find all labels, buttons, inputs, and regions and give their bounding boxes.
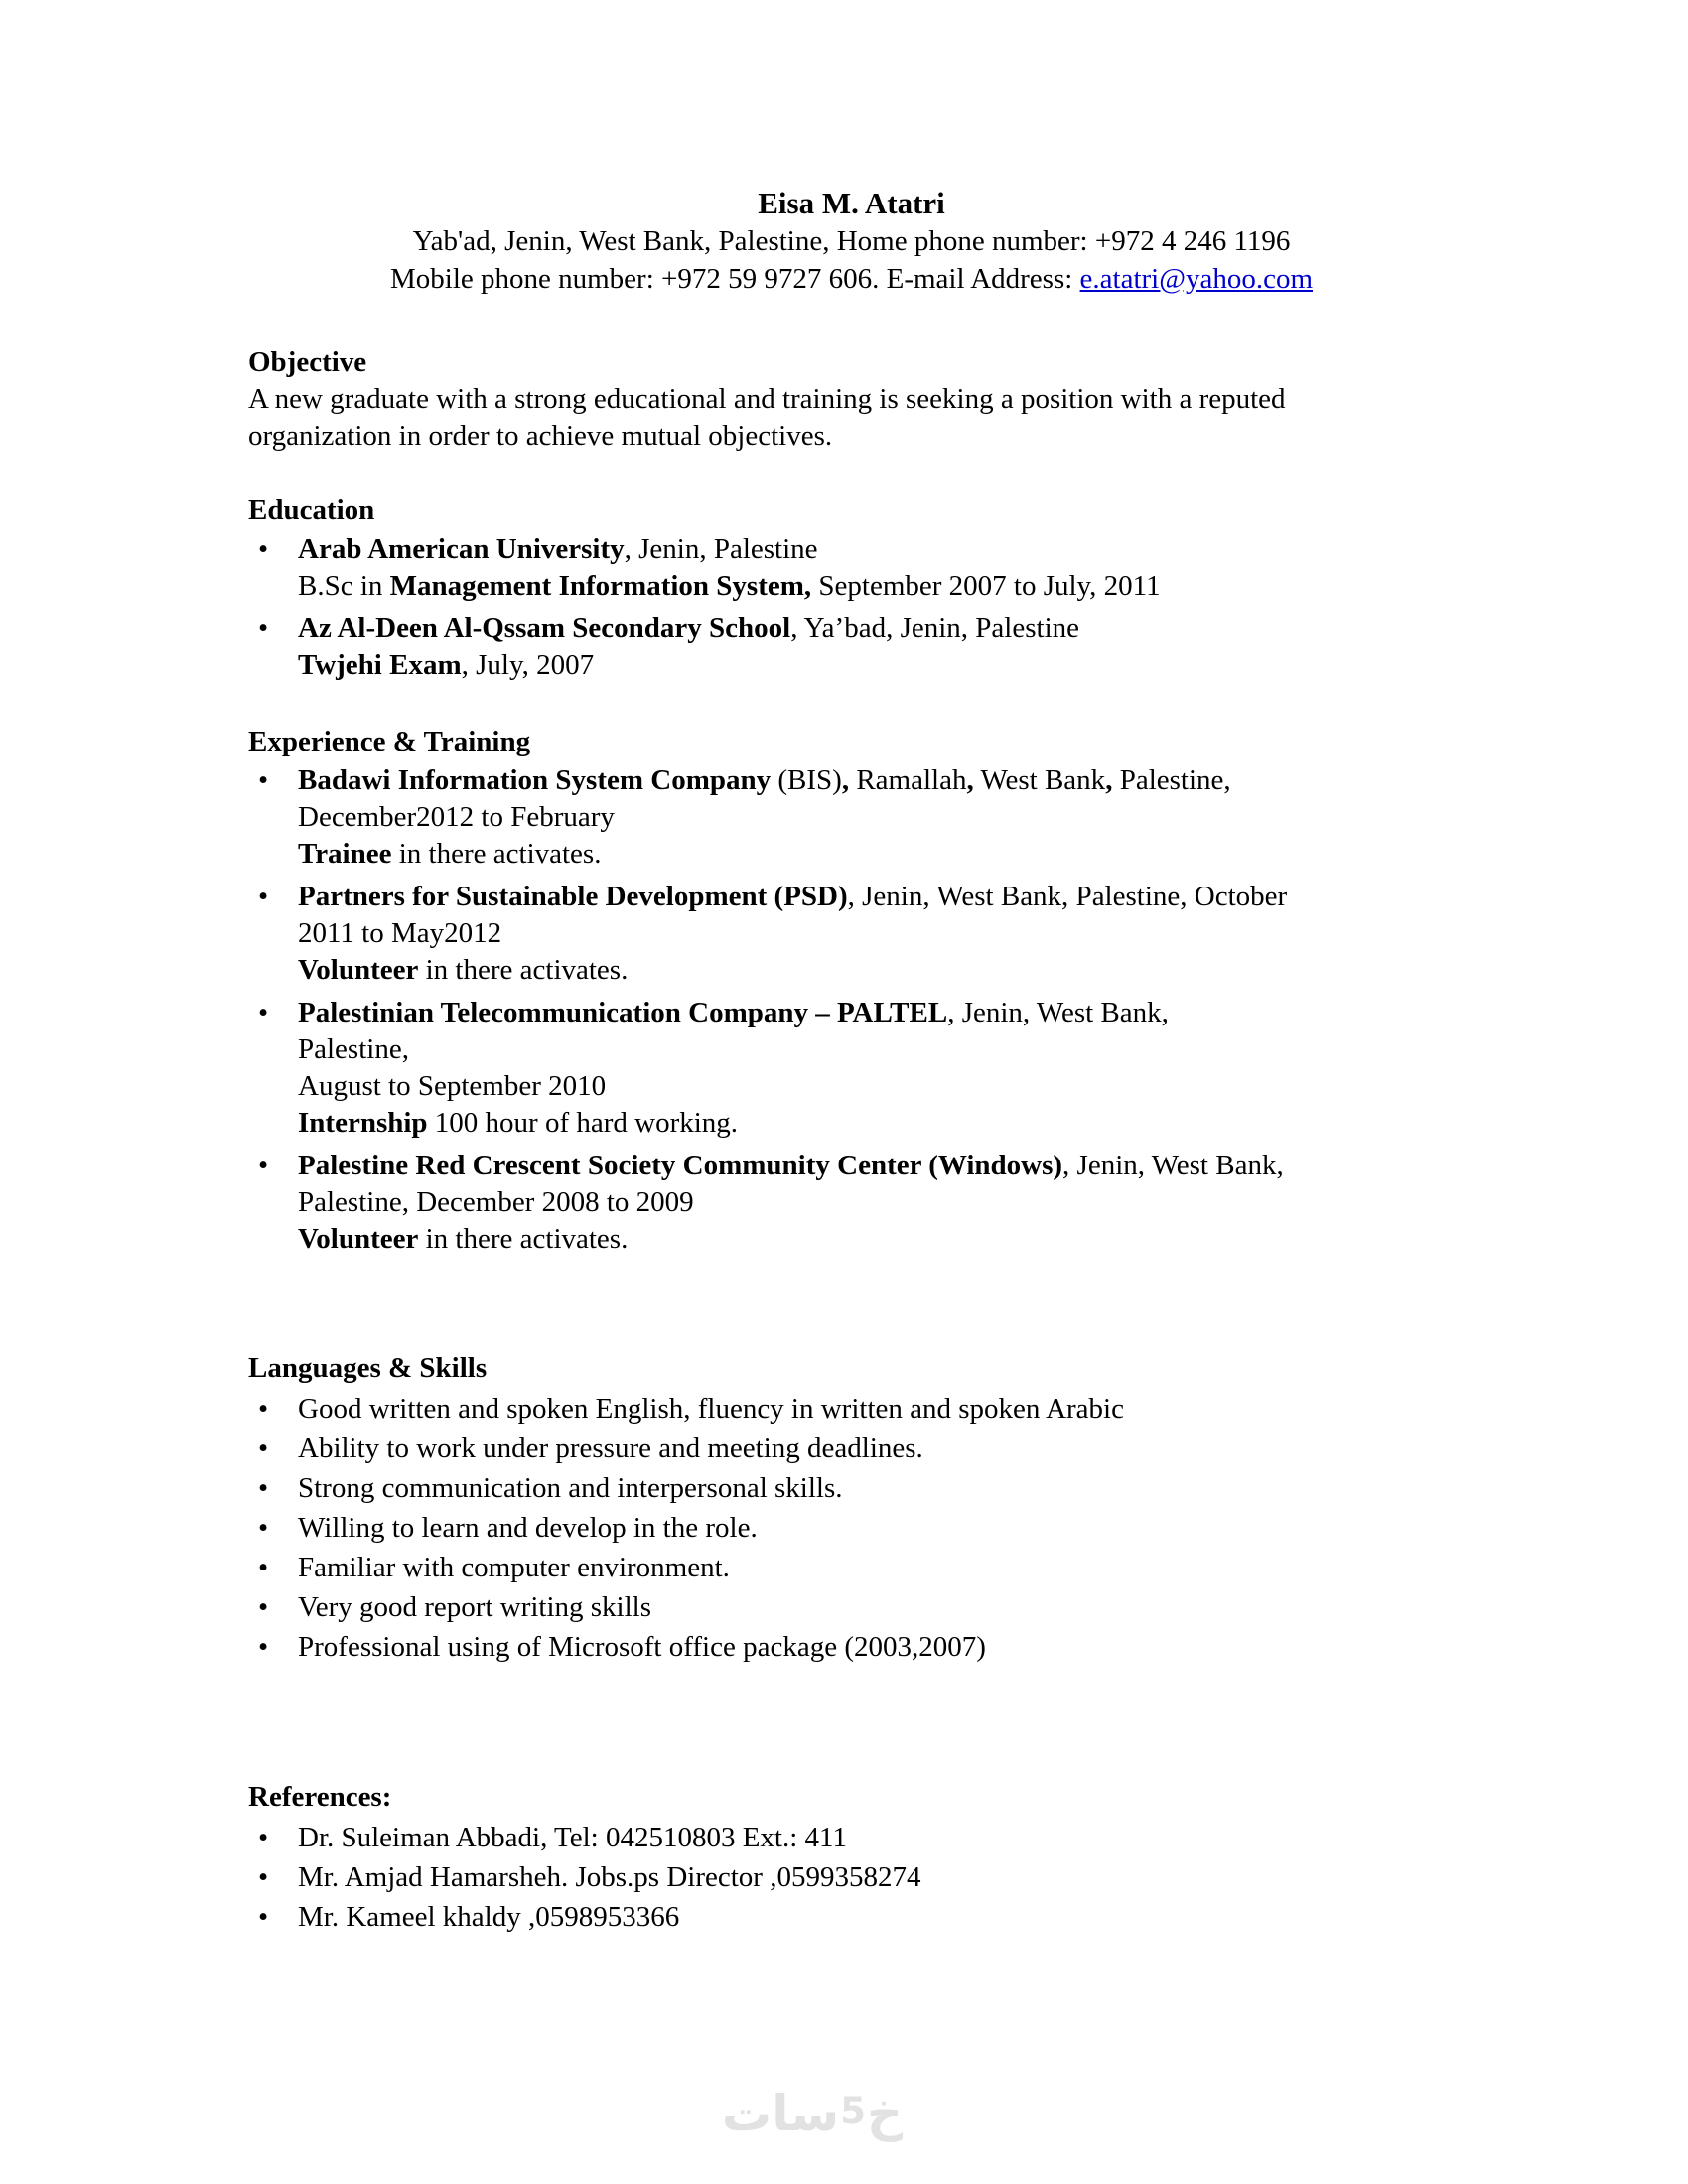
section-experience-training [248,724,1455,1258]
section-paragraph: A new graduate with a strong educational and training is seeking a position with a reputed organization in order to achieve mutual objectives. [248,383,1286,452]
bullet-icon: • [258,1861,269,1893]
list-item [248,1389,1455,1429]
text-line: Palestine, December 2008 to 2009 [298,1186,694,1218]
contact-line-text: Mobile phone number: +972 59 9727 606. E-mail Address: [389,263,1080,295]
list-item-text [298,1508,1455,1548]
list-item-text [298,1389,1455,1429]
list-item-text [298,1627,1455,1667]
list-item-text [298,1857,1455,1897]
list-item [248,1627,1455,1667]
list-item [248,995,1455,1142]
text-line: Palestinian Telecommunication Company – PALTEL, Jenin, West Bank, [298,997,1169,1028]
text-line: August to September 2010 [298,1070,607,1102]
bullet-icon: • [258,997,269,1028]
text-line: Ability to work under pressure and meeting deadlines. [298,1433,923,1464]
bullet-icon: • [258,764,269,796]
section-languages-skills [248,1350,1455,1667]
khamsat-watermark [722,2083,903,2144]
bullet-icon: • [258,1552,269,1583]
bullet-icon: • [258,1150,269,1181]
section-education [248,492,1455,684]
text-line: Trainee in there activates. [298,838,602,870]
email-link[interactable]: e.atatri@yahoo.com [1079,263,1313,295]
text-line: Good written and spoken English, fluency in written and spoken Arabic [298,1393,1124,1425]
text-line: Familiar with computer environment. [298,1552,730,1583]
text-line: Internship 100 hour of hard working. [298,1107,739,1139]
text-line: December2012 to February [298,801,615,833]
watermark-letter-right: خ [866,2085,903,2142]
text-line: Palestine Red Crescent Society Community Center (Windows), Jenin, West Bank, [298,1150,1284,1181]
address-line: Yab'ad, Jenin, West Bank, Palestine, Home phone number: +972 4 246 1196 [412,225,1291,257]
list-item [248,531,1455,605]
bullet-icon: • [258,613,269,644]
text-line: Strong communication and interpersonal skills. [298,1472,843,1504]
text-line: Mr. Amjad Hamarsheh. Jobs.ps Director ,0599358274 [298,1861,921,1893]
bullet-icon: • [258,533,269,565]
section-references [248,1779,1455,1937]
sections-container [248,344,1455,1937]
section-heading-references: References: [248,1781,392,1813]
text-line: Twjehi Exam, July, 2007 [298,649,595,681]
text-line: Volunteer in there activates. [298,954,629,986]
list-item [248,879,1455,989]
list-item-text [298,1429,1455,1468]
list-item [248,1429,1455,1468]
text-line: Dr. Suleiman Abbadi, Tel: 042510803 Ext.: 411 [298,1822,847,1853]
contact-line [248,260,1455,298]
list-item [248,611,1455,684]
text-line: Willing to learn and develop in the role. [298,1512,758,1544]
bullet-list [248,762,1455,1258]
list-item [248,1508,1455,1548]
text-line: 2011 to May2012 [298,917,502,949]
list-item-text [298,879,1455,989]
text-line: Mr. Kameel khaldy ,0598953366 [298,1901,680,1933]
list-item [248,1897,1455,1937]
bullet-icon: • [258,1822,269,1853]
list-item [248,1818,1455,1857]
watermark-digit-5: 5 [840,2090,866,2132]
list-item-text [298,531,1455,605]
text-line: Professional using of Microsoft office package (2003,2007) [298,1631,986,1663]
bullet-icon: • [258,1472,269,1504]
text-line: Badawi Information System Company (BIS), Ramallah, West Bank, Palestine, [298,764,1231,796]
bullet-icon: • [258,1631,269,1663]
text-line: Partners for Sustainable Development (PSD), Jenin, West Bank, Palestine, October [298,881,1288,912]
bullet-icon: • [258,1901,269,1933]
bullet-icon: • [258,1433,269,1464]
bullet-icon: • [258,881,269,912]
section-heading-languages-skills: Languages & Skills [248,1352,488,1384]
list-item-text [298,1818,1455,1857]
text-line: Palestine, [298,1033,409,1065]
candidate-name: Eisa M. Atatri [758,186,945,220]
bullet-list [248,1818,1455,1937]
list-item-text [298,1468,1455,1508]
list-item-text [298,762,1455,873]
list-item [248,762,1455,873]
text-line: Volunteer in there activates. [298,1223,629,1255]
bullet-icon: • [258,1512,269,1544]
list-item [248,1148,1455,1258]
section-heading-experience-training: Experience & Training [248,726,531,757]
text-line: B.Sc in Management Information System, September 2007 to July, 2011 [298,570,1161,602]
list-item-text [298,995,1455,1142]
list-item [248,1548,1455,1587]
list-item-text [298,1148,1455,1258]
list-item-text [298,611,1455,684]
bullet-list [248,1389,1455,1667]
text-line: Az Al-Deen Al-Qssam Secondary School, Ya’bad, Jenin, Palestine [298,613,1079,644]
bullet-icon: • [258,1591,269,1623]
text-line: Arab American University, Jenin, Palestine [298,533,818,565]
section-heading-objective: Objective [248,346,367,378]
list-item-text [298,1548,1455,1587]
list-item [248,1857,1455,1897]
resume-content [248,185,1455,1937]
section-objective [248,344,1455,455]
bullet-icon: • [258,1393,269,1425]
watermark-letters-left: سات [722,2085,840,2142]
list-item [248,1587,1455,1627]
section-heading-education: Education [248,494,375,526]
bullet-list [248,531,1455,684]
resume-header [248,185,1455,298]
text-line: Very good report writing skills [298,1591,652,1623]
list-item-text [298,1587,1455,1627]
list-item [248,1468,1455,1508]
list-item-text [298,1897,1455,1937]
